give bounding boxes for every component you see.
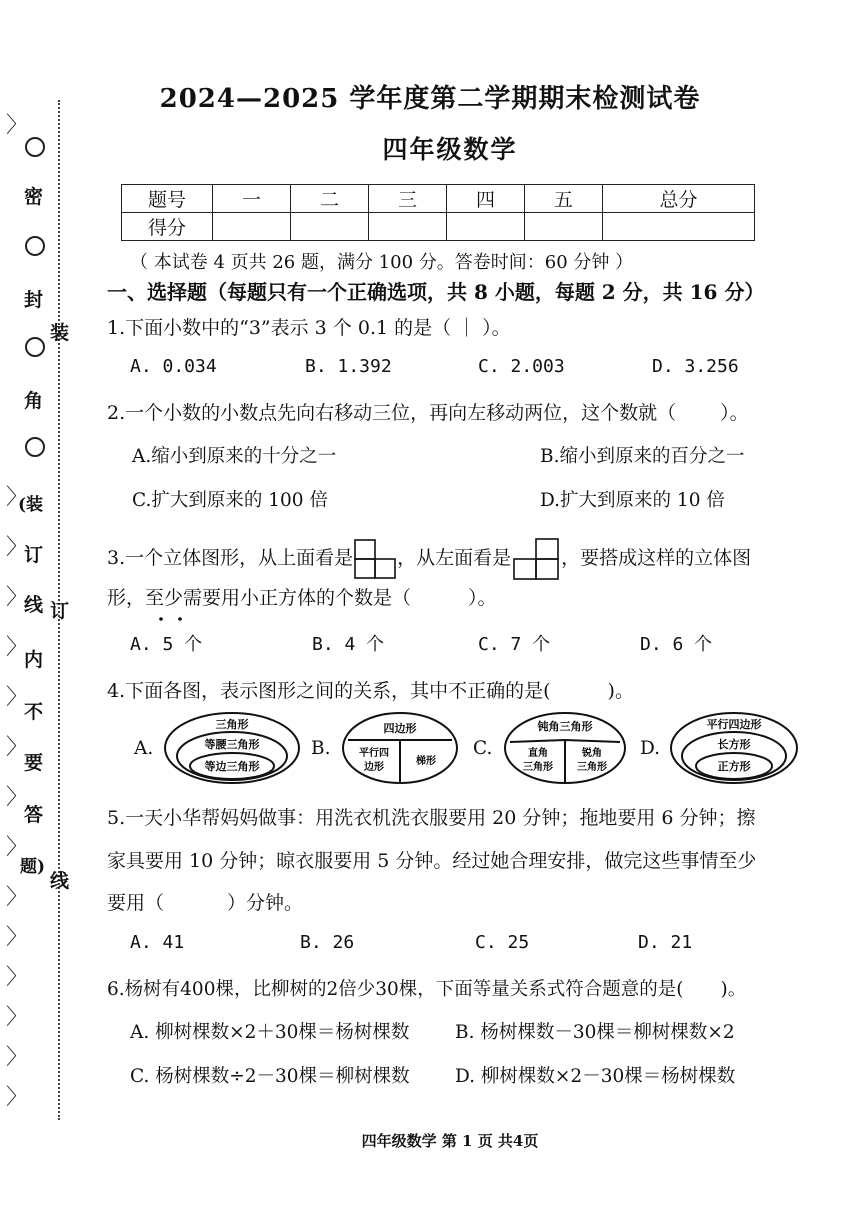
binding-char: 内 [24,649,44,671]
diagram-label: 直角 [528,748,548,759]
chevron-right-icon: 〉 [6,925,29,950]
q5-option-b[interactable]: B. 26 [300,932,355,953]
q3-option-a[interactable]: A. 5 个 [130,634,203,655]
page-subtitle: 四年级数学 [382,135,518,164]
page-footer: 四年级数学 第 1 页 共4页 [361,1132,539,1150]
question-4-text: 4.下面各图，表示图形之间的关系，其中不正确的是( )。 [107,680,634,702]
chevron-right-icon: 〉 [6,585,29,610]
page-title: 2024—2025 学年度第二学期期末检测试卷 [159,84,701,114]
diagram-label: 三角形 [523,762,553,773]
q4-diagram-b[interactable] [340,710,460,786]
q2-option-c[interactable]: C.扩大到原来的 100 倍 [132,490,328,511]
diagram-label: 锐角 [582,748,602,759]
q4-label-c[interactable]: C. [473,738,493,759]
question-5-line-1: 5.一天小华帮妈妈做事：用洗衣机洗衣服要用 20 分钟；拖地要用 6 分钟；擦 [107,807,756,829]
q4-label-d[interactable]: D. [640,738,661,759]
binding-char: 不 [24,701,44,723]
diagram-label: 等边三角形 [204,760,260,773]
score-column-header: 一 [213,185,291,213]
binding-char: 封 [24,289,44,311]
diagram-label: 平行四边形 [706,718,762,731]
diagram-label: 正方形 [717,760,751,773]
diagram-label: 四边形 [383,722,417,735]
score-column-header: 三 [368,185,446,213]
binding-char: 线 [24,594,44,616]
score-cell[interactable] [446,213,524,241]
score-cell[interactable] [602,213,754,241]
question-5-line-2: 家具要用 10 分钟；晾衣服要用 5 分钟。经过她合理安排，做完这些事情至少 [107,850,757,872]
binding-circle-icon [25,337,45,357]
score-column-header: 五 [524,185,602,213]
score-column-header: 总分 [602,185,754,213]
q5-option-c[interactable]: C. 25 [475,932,530,953]
emphasis-dots [156,607,186,613]
chevron-right-icon: 〉 [6,1045,29,1070]
binding-char: 要 [24,752,44,774]
question-1-text: 1.下面小数中的“3”表示 3 个 0.1 的是（ ｜ ）。 [107,317,511,339]
binding-char: 答 [24,804,44,826]
chevron-right-icon: 〉 [6,1005,29,1030]
binding-char: 角 [24,390,44,412]
q3-option-d[interactable]: D. 6 个 [640,634,713,655]
section-heading: 一、选择题（每题只有一个正确选项，共 8 小题，每题 2 分，共 16 分） [107,280,765,304]
diagram-label: 长方形 [717,738,751,751]
q5-option-a[interactable]: A. 41 [130,932,185,953]
question-3-line-2: 形，至少需要用小正方体的个数是（ ）。 [107,587,497,609]
chevron-right-icon: 〉 [6,485,29,510]
binding-char: (装 [18,495,44,515]
diagram-label: 三角形 [577,762,607,773]
top-view-figure [353,538,397,580]
chevron-right-icon: 〉 [6,1085,29,1110]
exam-note: （ 本试卷 4 页共 26 题，满分 100 分。答卷时间：60 分钟 ） [130,252,634,273]
diagram-label: 三角形 [215,718,249,731]
q2-option-b[interactable]: B.缩小到原来的百分之一 [540,446,745,467]
q3-text-part: ，从左面看是 [397,547,512,569]
binding-char: 密 [24,186,44,208]
q3-option-b[interactable]: B. 4 个 [312,634,385,655]
binding-char: 订 [24,544,44,566]
score-column-header: 二 [290,185,368,213]
binding-right-char: 装 [50,322,70,344]
q6-option-b[interactable]: B. 杨树棵数－30棵＝柳树棵数×2 [455,1022,735,1043]
score-row-label: 得分 [122,213,213,241]
question-5-line-3: 要用（ ）分钟。 [107,892,304,914]
q3-text-part: 3.一个立体图形，从上面看是 [107,547,354,569]
q5-option-d[interactable]: D. 21 [638,932,693,953]
question-6-text: 6.杨树有400棵，比柳树的2倍少30棵，下面等量关系式符合题意的是( )。 [107,979,747,1000]
question-3-line-1 [107,537,751,581]
binding-right-char: 订 [50,600,70,622]
q6-option-a[interactable]: A. 柳树棵数×2＋30棵＝杨树棵数 [130,1022,410,1043]
question-2-text: 2.一个小数的小数点先向右移动三位，再向左移动两位，这个数就（ ）。 [107,402,749,424]
score-column-header: 四 [446,185,524,213]
chevron-right-icon: 〉 [6,835,29,860]
binding-char: 题) [20,857,46,877]
q4-diagram-a[interactable] [162,710,302,786]
score-row-label: 题号 [122,185,213,213]
q4-label-b[interactable]: B. [311,738,331,759]
left-view-figure [511,537,561,581]
binding-right-char: 线 [50,870,70,892]
diagram-label: 梯形 [416,756,436,767]
q3-option-c[interactable]: C. 7 个 [478,634,551,655]
q4-label-a[interactable]: A. [134,738,154,759]
diagram-label: 边形 [364,762,384,773]
binding-circle-icon [25,236,45,256]
chevron-right-icon: 〉 [6,735,29,760]
score-cell[interactable] [290,213,368,241]
score-cell[interactable] [213,213,291,241]
q1-option-b[interactable]: B. 1.392 [305,356,392,377]
chevron-right-icon: 〉 [6,785,29,810]
chevron-right-icon: 〉 [6,535,29,560]
q6-option-d[interactable]: D. 柳树棵数×2－30棵＝杨树棵数 [455,1066,736,1087]
q4-diagram-c[interactable] [502,710,628,786]
diagram-label: 等腰三角形 [204,738,260,751]
score-table-row [122,185,755,213]
q3-text-part: ，要搭成这样的立体图 [561,547,752,569]
q2-option-a[interactable]: A.缩小到原来的十分之一 [132,446,337,467]
chevron-right-icon: 〉 [6,965,29,990]
score-cell[interactable] [368,213,446,241]
score-cell[interactable] [524,213,602,241]
chevron-right-icon: 〉 [6,635,29,660]
q2-option-d[interactable]: D.扩大到原来的 10 倍 [540,490,725,511]
chevron-right-icon: 〉 [6,685,29,710]
score-table-row [122,213,755,241]
diagram-label: 钝角三角形 [537,720,593,733]
q1-option-a[interactable]: A. 0.034 [130,356,217,377]
diagram-label: 平行四 [359,748,389,759]
score-table [121,184,755,241]
chevron-right-icon: 〉 [6,113,29,138]
binding-circle-icon [25,437,45,457]
chevron-right-icon: 〉 [6,885,29,910]
q1-option-c[interactable]: C. 2.003 [478,356,565,377]
q4-diagram-d[interactable] [668,710,800,786]
q1-option-d[interactable]: D. 3.256 [652,356,739,377]
q6-option-c[interactable]: C. 杨树棵数÷2－30棵＝柳树棵数 [130,1066,410,1087]
